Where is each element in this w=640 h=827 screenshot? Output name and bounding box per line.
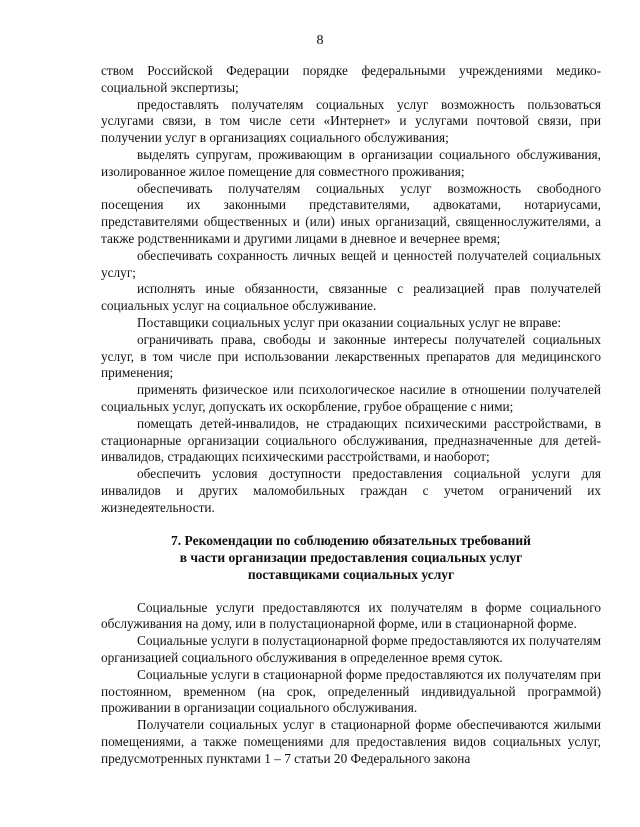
paragraph: Социальные услуги в стационарной форме предоставляются их получателям при постоянном, временном (на срок, определенный индивидуальной программой) проживании в организации социального обслуживания. bbox=[101, 666, 601, 716]
paragraph: ограничивать права, свободы и законные интересы получателей социальных услуг, в том числе при использовании лекарственных препаратов для медицинского применения; bbox=[101, 331, 601, 381]
paragraph: Социальные услуги в полустационарной форме предоставляются их получателям организацией социального обслуживания в определенное время суток. bbox=[101, 633, 601, 665]
paragraph: исполнять иные обязанности, связанные с реализацией прав получателей социальных услуг на социальное обслуживание. bbox=[101, 281, 601, 314]
paragraph: обеспечивать получателям социальных услуг возможность свободного посещения их законными представителями, адвокатами, нотариусами, представителями общественных и (или) иных организаций, священнослужителями, а также родственниками и другими лицами в дневное и вечернее время; bbox=[101, 180, 601, 246]
paragraph: обеспечить условия доступности предоставления социальной услуги для инвалидов и других маломобильных граждан с учетом ограничений их жизнедеятельности. bbox=[101, 466, 601, 515]
paragraph: ством Российской Федерации порядке федеральными учреждениями медико-социальной экспертизы; bbox=[101, 63, 601, 95]
paragraph: обеспечивать сохранность личных вещей и ценностей получателей социальных услуг; bbox=[101, 247, 601, 280]
document-body bbox=[101, 63, 601, 767]
paragraph: помещать детей-инвалидов, не страдающих психическими расстройствами, в стационарные организации социального обслуживания, предназначенные для детей-инвалидов, страдающих психическими расстройствами, и наоборот; bbox=[101, 415, 601, 465]
paragraph: Получатели социальных услуг в стационарной форме обеспечиваются жилыми помещениями, а также помещениями для предоставления видов социальных услуг, предусмотренных пунктами 1 – 7 статьи 20 Федерального закона bbox=[101, 717, 601, 766]
section-heading-line: 7. Рекомендации по соблюдению обязательных требований bbox=[171, 532, 531, 548]
section-heading bbox=[101, 532, 601, 583]
paragraph: выделять супругам, проживающим в организации социального обслуживания, изолированное жилое помещение для совместного проживания; bbox=[101, 146, 601, 179]
paragraph: предоставлять получателям социальных услуг возможность пользоваться услугами связи, в том числе сети «Интернет» и услугами почтовой связи, при получении услуг в организациях социального обслуживания; bbox=[101, 96, 601, 146]
paragraph: применять физическое или психологическое насилие в отношении получателей социальных услуг, допускать их оскорбление, грубое обращение с ними; bbox=[101, 382, 601, 414]
paragraph: Социальные услуги предоставляются их получателям в форме социального обслуживания на дому, или в полустационарной форме, или в стационарной форме. bbox=[101, 599, 601, 632]
page-number: 8 bbox=[316, 33, 324, 48]
section-heading-line: поставщиками социальных услуг bbox=[247, 566, 455, 582]
paragraph: Поставщики социальных услуг при оказании социальных услуг не вправе: bbox=[137, 314, 562, 330]
section-heading-line: в части организации предоставления социальных услуг bbox=[179, 549, 523, 565]
